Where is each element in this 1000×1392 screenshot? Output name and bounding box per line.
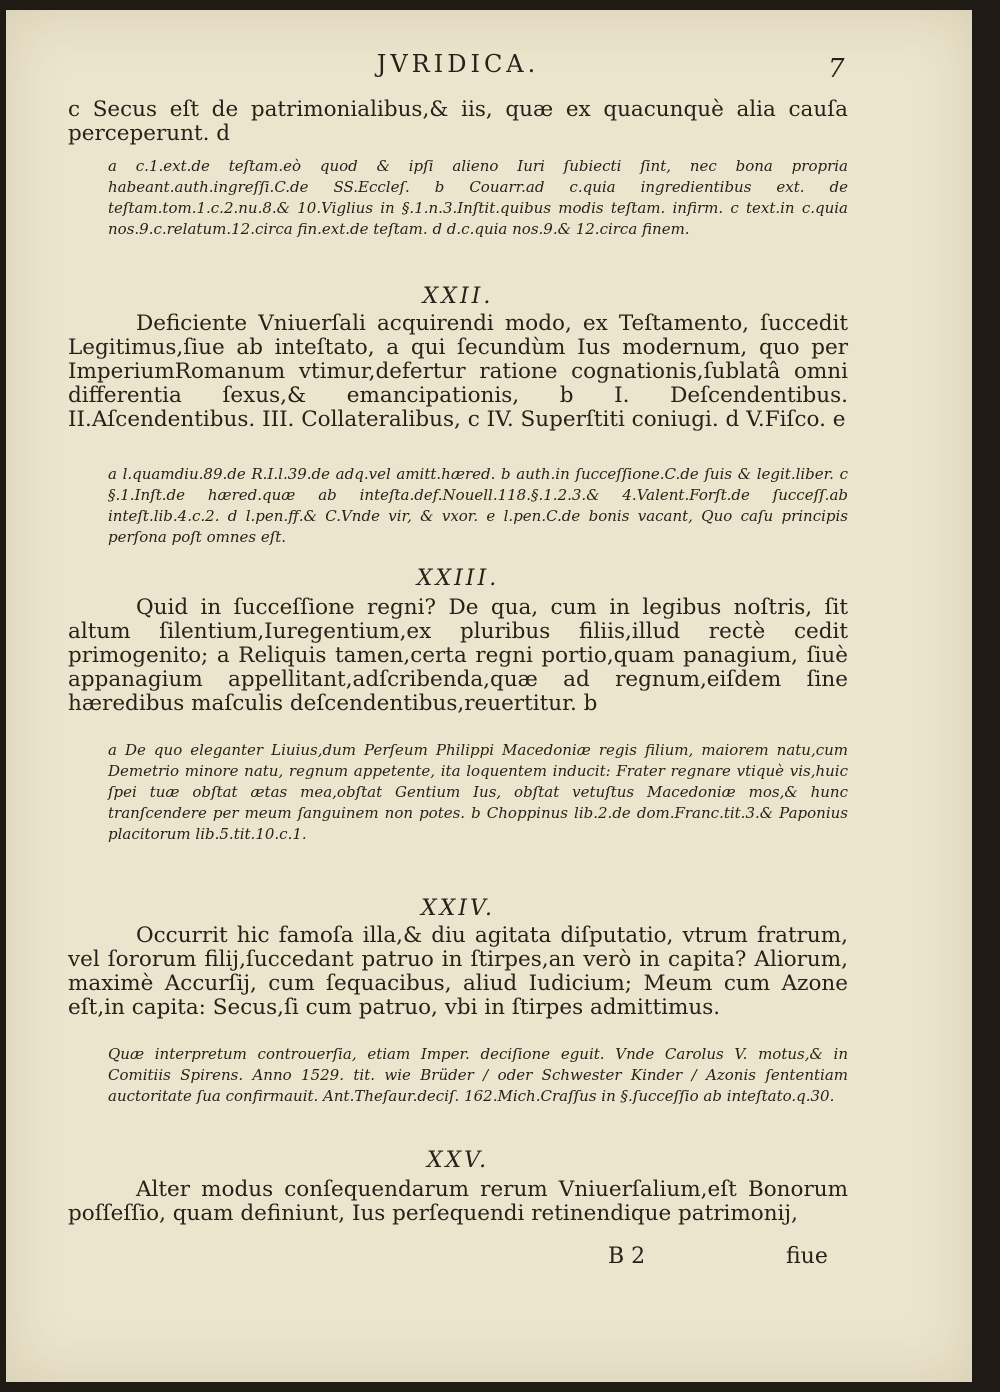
section-heading-xxiv: XXIV. — [420, 896, 496, 921]
footnotes-21: a c.1.ext.de teſtam.eò quod & ipſi alieno Iuri ſubiecti ſint, nec bona propria habeant.auth.ingreſſi.C.de SS.Eccleſ. b Couarr.ad c.quia ingredientibus ext. de teſtam.tom.1.c.2.nu.8.& 10.Viglius in §.1.n.3.Inſtit.quibus modis teſtam. infirm. c text.in c.quia nos.9.c.relatum.12.circa fin.ext.de teſtam. d d.c.quia nos.9.& 12.circa finem. — [108, 157, 848, 238]
catchword: fiue — [786, 1244, 828, 1269]
footnotes-xxiv: Quæ interpretum controuerſia, etiam Imper. deciſione eguit. Vnde Carolus V. motus,& in Comitiis Spirens. Anno 1529. tit. wie Brüder / oder Schwester Kinder / Azonis ſententiam auctoritate ſua confirmauit. Ant.Theſaur.deciſ. 162.Mich.Craſſus in §.ſucceſſio ab inteſtato.q.30. — [108, 1045, 848, 1105]
paragraph-xxii: Deficiente Vniuerſali acquirendi modo, ex Teſtamento, ſuccedit Legitimus,ſiue ab inteſtato, a qui ſecundùm Ius modernum, quo per ImperiumRomanum vtimur,defertur ratione cognationis,ſublatâ omni differentia ſexus,& emancipationis, b I. Deſcendentibus. II.Aſcendentibus. III. Collateralibus, c IV. Superſtiti coniugi. d V.Fiſco. e — [68, 311, 848, 432]
paragraph-xxv: Alter modus conſequendarum rerum Vniuerſalium,eſt Bonorum poſſeſſio, quam definiunt, Ius perſequendi retinendique patrimonij, — [68, 1177, 848, 1226]
paragraph-xxiii: Quid in ſucceſſione regni? De qua, cum in legibus noſtris, ſit altum ſilentium,Iuregentium,ex pluribus filiis,illud rectè cedit primogenito; a Reliquis tamen,certa regni portio,quam panagium, ſiuè appanagium appellitant,adſcribenda,quæ ad regnum,eiſdem ſine hæredibus maſculis deſcendentibus,reuertitur. b — [68, 595, 848, 716]
section-heading-xxiii: XXIII. — [416, 566, 500, 591]
running-head: JVRIDICA. — [376, 50, 540, 78]
footnotes-xxii: a l.quamdiu.89.de R.I.l.39.de adq.vel amitt.hæred. b auth.in ſucceſſione.C.de ſuis & legit.liber. c §.1.Inſt.de hæred.quæ ab inteſta.def.Nouell.118.§.1.2.3.& 4.Valent.Forſt.de ſucceſſ.ab inteſt.lib.4.c.2. d l.pen.ff.& C.Vnde vir, & vxor. e l.pen.C.de bonis vacant, Quo caſu principis perſona poſt omnes eſt. — [108, 465, 848, 546]
signature-mark: B 2 — [608, 1244, 646, 1269]
page-number: 7 — [828, 54, 845, 84]
section-heading-xxii: XXII. — [422, 284, 494, 309]
book-page — [6, 10, 972, 1382]
paragraph-21-continuation: c Secus eſt de patrimonialibus,& iis, quæ ex quacunquè alia cauſa perceperunt. d — [68, 97, 848, 146]
paragraph-xxiv: Occurrit hic famoſa illa,& diu agitata diſputatio, vtrum fratrum, vel ſororum filij,ſuccedant patruo in ſtirpes,an verò in capita? Aliorum, maximè Accurſij, cum ſequacibus, aliud Iudicium; Meum cum Azone eſt,in capita: Secus,ſi cum patruo, vbi in ſtirpes admittimus. — [68, 923, 848, 1020]
footnotes-xxiii: a De quo eleganter Liuius,dum Perſeum Philippi Macedoniæ regis filium, maiorem natu,cum Demetrio minore natu, regnum appetente, ita loquentem inducit: Frater regnare vtiquè vis,huic ſpei tuæ obſtat ætas mea,obſtat Gentium Ius, obſtat vetuſtus Macedoniæ mos,& hunc tranſcendere per meum ſanguinem non potes. b Choppinus lib.2.de dom.Franc.tit.3.& Paponius placitorum lib.5.tit.10.c.1. — [108, 741, 848, 843]
section-heading-xxv: XXV. — [426, 1148, 490, 1173]
